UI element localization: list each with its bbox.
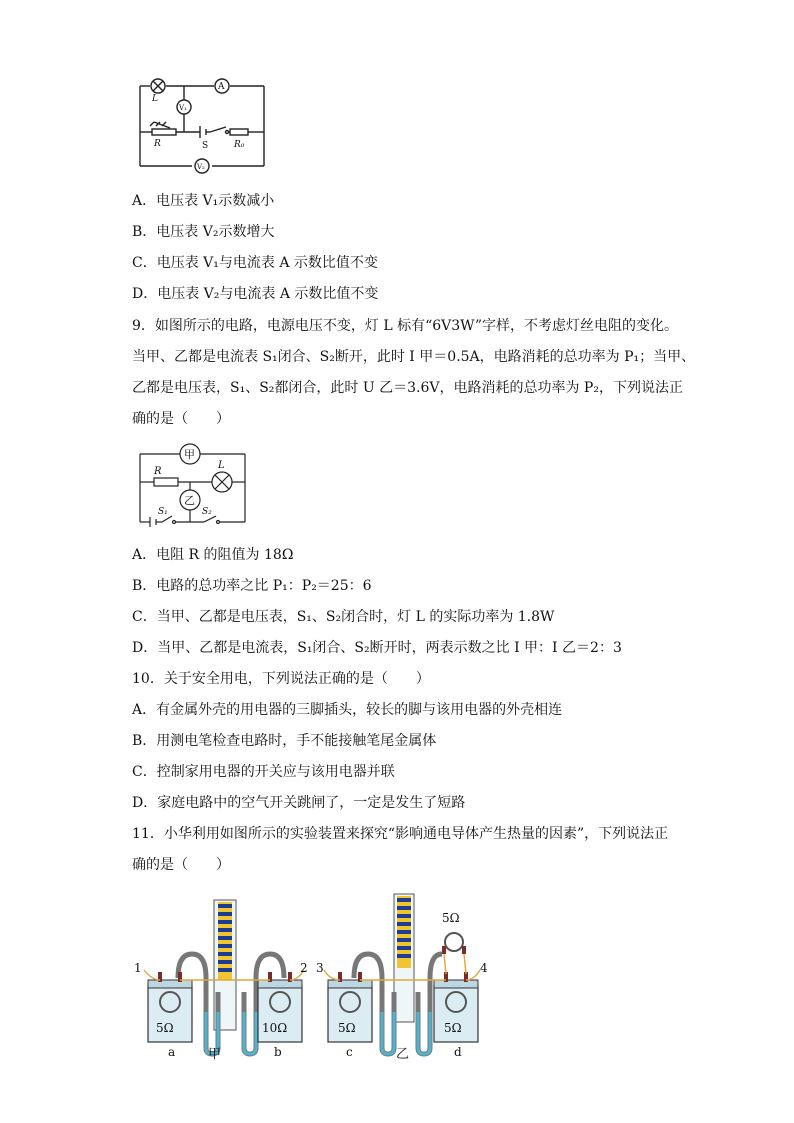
q11-label-d: d <box>454 1045 462 1059</box>
q11-label-jia: 甲 <box>208 1047 222 1060</box>
q9-s1-label: S₁ <box>158 507 168 517</box>
q9-option-a: A．电阻 R 的阻值为 18Ω <box>132 547 294 563</box>
q8-v1-label: V₁ <box>179 104 187 112</box>
q11-resistor-b: 10Ω <box>262 1021 288 1035</box>
q8-option-a: A．电压表 V₁示数减小 <box>132 193 275 209</box>
q9-lamp-label: L <box>218 460 225 471</box>
q8-circuit-figure <box>132 70 272 174</box>
q8-rheostat-label: R <box>154 139 161 149</box>
q9-stem-line2: 当甲、乙都是电流表 S₁闭合、S₂断开，此时 I 甲＝0.5A，电路消耗的总功率为 P₁；当甲、 <box>132 349 696 365</box>
q9-option-c: C．当甲、乙都是电压表，S₁、S₂闭合时，灯 L 的实际功率为 1.8W <box>132 609 555 625</box>
q8-ammeter-label: A <box>218 82 225 92</box>
q11-apparatus-figure <box>132 892 502 1060</box>
q11-label-a: a <box>168 1045 176 1059</box>
q9-option-b: B．电路的总功率之比 P₁：P₂＝25：6 <box>132 578 372 594</box>
q11-terminal-1: 1 <box>134 961 142 975</box>
q9-stem-line1: 9．如图所示的电路，电源电压不变，灯 L 标有“6V3W”字样，不考虑灯丝电阻的变化。 <box>132 318 678 334</box>
q9-option-d: D．当甲、乙都是电流表，S₁闭合、S₂断开时，两表示数之比 I 甲：I 乙＝2：3 <box>132 640 622 656</box>
q10-option-c: C．控制家用电器的开关应与该用电器并联 <box>132 764 395 780</box>
q9-resistor-label: R <box>154 466 162 477</box>
q8-option-c: C．电压表 V₁与电流表 A 示数比值不变 <box>132 255 378 271</box>
q11-terminal-4: 4 <box>480 961 488 975</box>
q10-option-b: B．用测电笔检查电路时，手不能接触笔尾金属体 <box>132 733 437 749</box>
q11-label-c: c <box>346 1045 353 1059</box>
q8-switch-label: S <box>202 141 209 151</box>
q10-stem: 10．关于安全用电，下列说法正确的是（ ） <box>132 671 430 687</box>
q11-terminal-3: 3 <box>316 961 324 975</box>
q11-resistor-external: 5Ω <box>442 911 460 925</box>
q9-jia-meter-label: 甲 <box>184 448 195 461</box>
q11-resistor-a: 5Ω <box>156 1021 174 1035</box>
q11-label-b: b <box>274 1045 282 1059</box>
q11-label-yi: 乙 <box>396 1047 410 1060</box>
q8-lamp-label: L <box>152 94 158 104</box>
q11-resistor-d: 5Ω <box>444 1021 462 1035</box>
q8-option-b: B．电压表 V₂示数增大 <box>132 224 275 240</box>
q9-stem-line4: 确的是（ ） <box>132 411 230 427</box>
q8-option-d: D．电压表 V₂与电流表 A 示数比值不变 <box>132 286 379 302</box>
q9-stem-line3: 乙都是电压表，S₁、S₂都闭合，此时 U 乙＝3.6V，电路消耗的总功率为 P₂，下列说法正 <box>132 380 683 396</box>
q8-v2-label: V₂ <box>197 163 205 171</box>
q11-stem-line1: 11．小华利用如图所示的实验装置来探究“影响通电导体产生热量的因素”，下列说法正 <box>132 826 669 842</box>
q11-terminal-2: 2 <box>300 961 308 975</box>
q10-option-a: A．有金属外壳的用电器的三脚插头，较长的脚与该用电器的外壳相连 <box>132 702 563 718</box>
q11-resistor-c: 5Ω <box>338 1021 356 1035</box>
q9-s2-label: S₂ <box>202 507 212 517</box>
q9-yi-meter-label: 乙 <box>184 494 195 507</box>
q10-option-d: D．家庭电路中的空气开关跳闸了，一定是发生了短路 <box>132 795 466 811</box>
q8-r0-label: R₀ <box>234 140 245 150</box>
q11-stem-line2: 确的是（ ） <box>132 857 230 873</box>
q9-circuit-figure <box>132 438 252 530</box>
